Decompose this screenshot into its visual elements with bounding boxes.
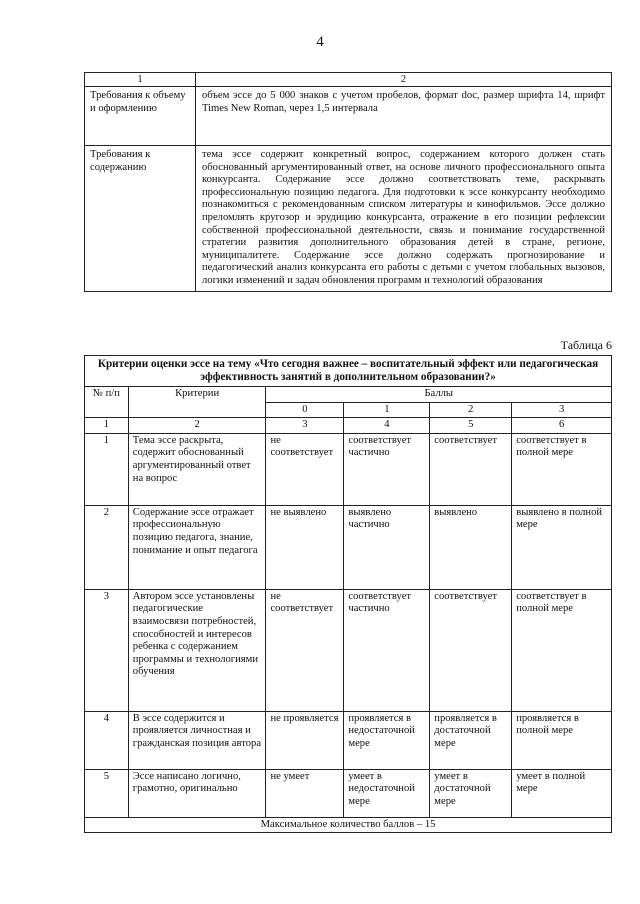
- criteria-table: [84, 355, 612, 833]
- score-1: проявляется в недостаточной мере: [344, 711, 430, 769]
- column-points-header: Баллы: [266, 387, 612, 403]
- row-number: 3: [85, 589, 129, 711]
- column-criteria-header: Критерии: [128, 387, 266, 418]
- column-numbers-row: [85, 418, 612, 434]
- criterion-text: Содержание эссе отражает профессиональную позицию педагога, знание, понимание и опыт педагога: [128, 505, 266, 589]
- column-number: 1: [85, 418, 129, 434]
- header-col-2: 2: [196, 73, 612, 87]
- requirements-header-row: [85, 73, 612, 87]
- score-2: соответствует: [430, 433, 512, 505]
- criterion-text: В эссе содержится и проявляется личностная и гражданская позиция автора: [128, 711, 266, 769]
- criterion-text: Автором эссе установлены педагогические взаимосвязи потребностей, способностей и интересов ребенка с содержанием программы и технологиями обучения: [128, 589, 266, 711]
- row-number: 1: [85, 433, 129, 505]
- max-score-text: Максимальное количество баллов – 15: [85, 817, 612, 833]
- score-0: не умеет: [266, 769, 344, 817]
- score-3: соответствует в полной мере: [512, 433, 612, 505]
- column-number-header: № п/п: [85, 387, 129, 418]
- requirement-label: Требования к содержанию: [85, 146, 196, 292]
- table-label: Таблица 6: [560, 338, 612, 352]
- header-col-1: 1: [85, 73, 196, 87]
- score-1: соответствует частично: [344, 589, 430, 711]
- score-0: не соответствует: [266, 589, 344, 711]
- column-number: 4: [344, 418, 430, 434]
- score-1: выявлено частично: [344, 505, 430, 589]
- column-number: 5: [430, 418, 512, 434]
- requirement-text: тема эссе содержит конкретный вопрос, содержанием которого должен стать обоснованный аргументированный ответ, на основе личного профессионального опыта конкурсанта. Содержание эссе должно соответствовать теме, раскрывать профессиональную позицию педагога. Для подготовки к эссе конкурсанту необходимо познакомиться с рекомендованным списком литературы и кинофильмов. Эссе должно преломлять кругозор и эрудицию конкурсанта, отражение в его позиции рефлексии собственной профессиональной деятельности, связь и понимание государственной стратегии развития дополнительного образования детей в стране, регионе, муниципалитете. Содержание эссе должно содержать прогнозирование и педагогический анализ конкурсанта его работы с детьми с учетом глобальных вызовов, логики изменений и задач обновления программ и технологий образования: [196, 146, 612, 292]
- criteria-footer-row: [85, 817, 612, 833]
- criteria-row: [85, 505, 612, 589]
- score-3: проявляется в полной мере: [512, 711, 612, 769]
- requirements-row-content: [85, 146, 612, 292]
- score-3: соответствует в полной мере: [512, 589, 612, 711]
- points-0: 0: [266, 402, 344, 418]
- column-number: 6: [512, 418, 612, 434]
- requirements-table: [84, 72, 612, 292]
- criterion-text: Эссе написано логично, грамотно, оригинально: [128, 769, 266, 817]
- score-3: выявлено в полной мере: [512, 505, 612, 589]
- criteria-header-row: [85, 387, 612, 403]
- score-1: соответствует частично: [344, 433, 430, 505]
- score-2: проявляется в достаточной мере: [430, 711, 512, 769]
- points-2: 2: [430, 402, 512, 418]
- score-0: не проявляется: [266, 711, 344, 769]
- column-number: 3: [266, 418, 344, 434]
- criterion-text: Тема эссе раскрыта, содержит обоснованный аргументированный ответ на вопрос: [128, 433, 266, 505]
- requirement-label: Требования к объему и оформлению: [85, 87, 196, 146]
- points-1: 1: [344, 402, 430, 418]
- criteria-row: [85, 769, 612, 817]
- column-number: 2: [128, 418, 266, 434]
- criteria-row: [85, 711, 612, 769]
- score-2: умеет в достаточной мере: [430, 769, 512, 817]
- criteria-title-row: [85, 356, 612, 387]
- row-number: 4: [85, 711, 129, 769]
- score-0: не выявлено: [266, 505, 344, 589]
- criteria-row: [85, 433, 612, 505]
- page-number: 4: [316, 34, 324, 50]
- table-title: Критерии оценки эссе на тему «Что сегодня важнее – воспитательный эффект или педагогическая эффективность занятий в дополнительном образовании?»: [85, 356, 612, 387]
- row-number: 5: [85, 769, 129, 817]
- score-0: не соответствует: [266, 433, 344, 505]
- points-3: 3: [512, 402, 612, 418]
- row-number: 2: [85, 505, 129, 589]
- score-3: умеет в полной мере: [512, 769, 612, 817]
- requirement-text: объем эссе до 5 000 знаков с учетом пробелов, формат doc, размер шрифта 14, шрифт Times New Roman, через 1,5 интервала: [196, 87, 612, 146]
- criteria-row: [85, 589, 612, 711]
- requirements-row-format: [85, 87, 612, 146]
- score-2: выявлено: [430, 505, 512, 589]
- score-1: умеет в недостаточной мере: [344, 769, 430, 817]
- score-2: соответствует: [430, 589, 512, 711]
